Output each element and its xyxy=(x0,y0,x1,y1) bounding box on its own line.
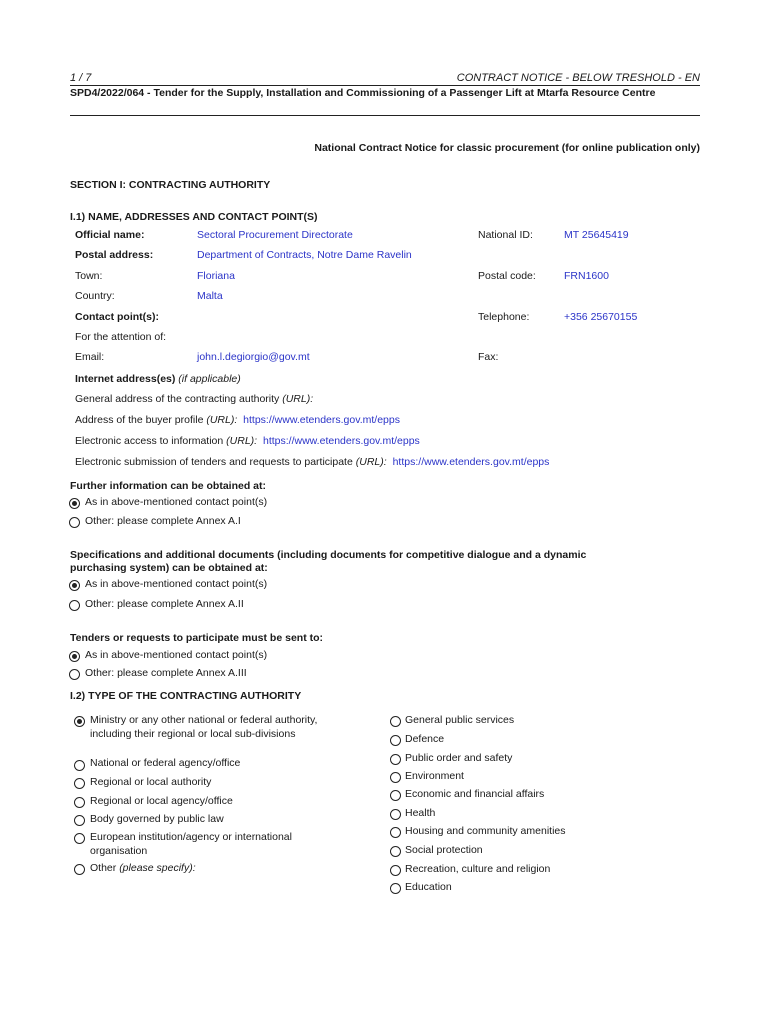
contact-points-label: Contact point(s): xyxy=(75,311,159,323)
authority-type-heading: I.2) TYPE OF THE CONTRACTING AUTHORITY xyxy=(70,690,302,702)
authority-type-radio-ministry[interactable] xyxy=(74,716,85,727)
country-label: Country: xyxy=(75,290,115,302)
official-name-value: Sectoral Procurement Directorate xyxy=(197,229,353,241)
town-label: Town: xyxy=(75,270,103,282)
authority-type-other-label: Other xyxy=(90,862,117,874)
postal-code-label: Postal code: xyxy=(478,270,536,282)
activity-radio-public-order[interactable] xyxy=(390,754,401,765)
electronic-submission-row xyxy=(75,456,549,468)
document-type: CONTRACT NOTICE - BELOW TRESHOLD - EN xyxy=(456,72,700,84)
telephone-value: +356 25670155 xyxy=(564,311,638,323)
page-number: 1 / 7 xyxy=(70,72,92,84)
section-heading: SECTION I: CONTRACTING AUTHORITY xyxy=(70,179,271,191)
activity-option-recreation: Recreation, culture and religion xyxy=(405,863,551,875)
email-value[interactable]: john.l.degiorgio@gov.mt xyxy=(197,351,310,363)
activity-radio-defence[interactable] xyxy=(390,735,401,746)
electronic-access-note: (URL): xyxy=(226,435,258,447)
tenders-radio-other[interactable] xyxy=(69,669,80,680)
further-info-heading: Further information can be obtained at: xyxy=(70,480,267,492)
authority-type-radio-public-law-body[interactable] xyxy=(74,815,85,826)
authority-type-option-other xyxy=(90,862,196,876)
internet-addresses-note: (if applicable) xyxy=(178,373,241,385)
attention-label: For the attention of: xyxy=(75,331,167,343)
electronic-submission-link[interactable]: https://www.etenders.gov.mt/epps xyxy=(392,456,550,468)
specs-heading xyxy=(70,549,586,575)
authority-type-option-regional-agency: Regional or local agency/office xyxy=(90,795,233,807)
activity-option-defence: Defence xyxy=(405,733,445,745)
electronic-access-row xyxy=(75,435,420,447)
activity-radio-economic-financial[interactable] xyxy=(390,790,401,801)
authority-type-radio-national-agency[interactable] xyxy=(74,760,85,771)
general-address-note: (URL): xyxy=(282,393,314,405)
activity-radio-recreation[interactable] xyxy=(390,865,401,876)
activity-radio-education[interactable] xyxy=(390,883,401,894)
activity-option-education: Education xyxy=(405,881,452,893)
specs-heading-line1: Specifications and additional documents (including documents for competitive dialogue and a dynamic xyxy=(70,549,587,561)
authority-type-option-regional-authority: Regional or local authority xyxy=(90,776,212,788)
activity-option-health: Health xyxy=(405,807,436,819)
authority-type-option-public-law-body: Body governed by public law xyxy=(90,813,224,825)
postal-address-value: Department of Contracts, Notre Dame Ravelin xyxy=(197,249,412,261)
activity-radio-social-protection[interactable] xyxy=(390,846,401,857)
general-address-row xyxy=(75,393,313,405)
postal-address-label: Postal address: xyxy=(75,249,154,261)
buyer-profile-row xyxy=(75,414,400,426)
national-id-label: National ID: xyxy=(478,229,533,241)
fax-label: Fax: xyxy=(478,351,499,363)
tenders-heading: Tenders or requests to participate must be sent to: xyxy=(70,632,324,644)
specs-option-contact: As in above-mentioned contact point(s) xyxy=(85,578,268,590)
specs-radio-contact[interactable] xyxy=(69,580,80,591)
specs-heading-line2: purchasing system) can be obtained at: xyxy=(70,562,268,574)
activity-option-economic-financial: Economic and financial affairs xyxy=(405,788,545,800)
electronic-submission-label: Electronic submission of tenders and requests to participate xyxy=(75,456,353,468)
internet-addresses xyxy=(75,373,241,385)
official-name-label: Official name: xyxy=(75,229,145,241)
activity-option-housing: Housing and community amenities xyxy=(405,825,566,837)
national-id-value: MT 25645419 xyxy=(564,229,629,241)
tenders-radio-contact[interactable] xyxy=(69,651,80,662)
further-info-radio-other[interactable] xyxy=(69,517,80,528)
authority-type-radio-other[interactable] xyxy=(74,864,85,875)
page-header xyxy=(70,72,700,85)
telephone-label: Telephone: xyxy=(478,311,530,323)
tender-title: SPD4/2022/064 - Tender for the Supply, Installation and Commissioning of a Passenger Lift at Mtarfa Resource Centre xyxy=(70,87,656,99)
activity-radio-housing[interactable] xyxy=(390,827,401,838)
subsection-heading-contact: I.1) NAME, ADDRESSES AND CONTACT POINT(S) xyxy=(70,211,318,223)
header-divider xyxy=(70,85,700,86)
further-info-option-contact: As in above-mentioned contact point(s) xyxy=(85,496,268,508)
email-label: Email: xyxy=(75,351,105,363)
town-value: Floriana xyxy=(197,270,235,282)
electronic-submission-note: (URL): xyxy=(355,456,387,468)
further-info-radio-contact[interactable] xyxy=(69,498,80,509)
electronic-access-link[interactable]: https://www.etenders.gov.mt/epps xyxy=(263,435,420,447)
authority-type-radio-regional-authority[interactable] xyxy=(74,778,85,789)
authority-type-other-note: (please specify): xyxy=(119,862,196,874)
general-address-label: General address of the contracting authority xyxy=(75,393,280,405)
authority-type-radio-regional-agency[interactable] xyxy=(74,797,85,808)
tenders-option-other: Other: please complete Annex A.III xyxy=(85,667,247,679)
activity-option-environment: Environment xyxy=(405,770,464,782)
specs-radio-other[interactable] xyxy=(69,600,80,611)
activity-option-public-order: Public order and safety xyxy=(405,752,513,764)
activity-option-general-public-services: General public services xyxy=(405,714,515,726)
activity-radio-general-public-services[interactable] xyxy=(390,716,401,727)
authority-type-option-european-institution: European institution/agency or international organisation xyxy=(90,831,292,857)
activity-radio-environment[interactable] xyxy=(390,772,401,783)
internet-addresses-label: Internet address(es) xyxy=(75,373,176,385)
title-divider xyxy=(70,115,700,116)
authority-type-option-ministry: Ministry or any other national or federal authority, including their regional or local sub-divisions xyxy=(90,714,318,740)
specs-option-other: Other: please complete Annex A.II xyxy=(85,598,244,610)
country-value: Malta xyxy=(197,290,223,302)
notice-subtitle: National Contract Notice for classic procurement (for online publication only) xyxy=(314,142,700,154)
tenders-option-contact: As in above-mentioned contact point(s) xyxy=(85,649,268,661)
electronic-access-label: Electronic access to information xyxy=(75,435,224,447)
buyer-profile-label: Address of the buyer profile xyxy=(75,414,204,426)
activity-radio-health[interactable] xyxy=(390,809,401,820)
buyer-profile-note: (URL): xyxy=(206,414,238,426)
authority-type-radio-european-institution[interactable] xyxy=(74,833,85,844)
buyer-profile-link[interactable]: https://www.etenders.gov.mt/epps xyxy=(243,414,400,426)
further-info-option-other: Other: please complete Annex A.I xyxy=(85,515,241,527)
postal-code-value: FRN1600 xyxy=(564,270,609,282)
activity-option-social-protection: Social protection xyxy=(405,844,483,856)
authority-type-option-national-agency: National or federal agency/office xyxy=(90,757,241,769)
